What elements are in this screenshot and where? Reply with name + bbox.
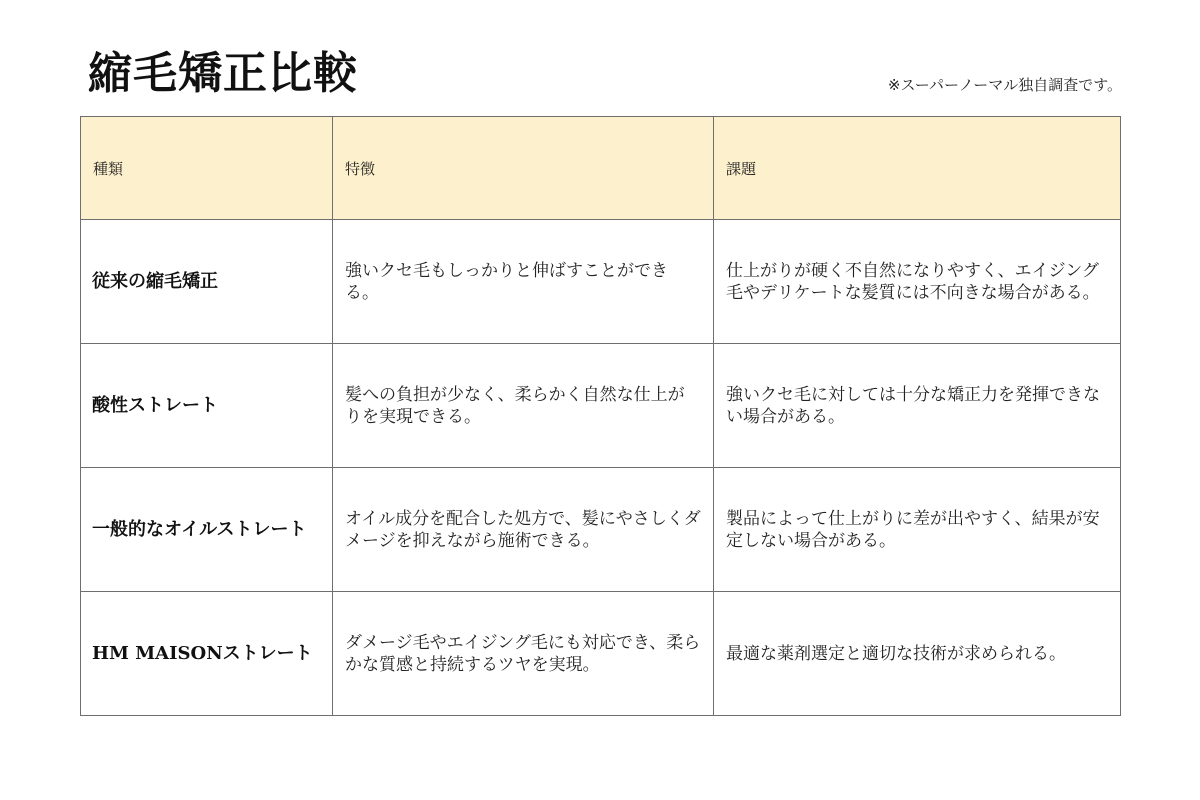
feature-cell: 髪への負担が少なく、柔らかく自然な仕上がりを実現できる。 — [333, 344, 714, 468]
type-cell: 従来の縮毛矯正 — [81, 220, 333, 344]
header-feature: 特徴 — [333, 117, 714, 220]
type-cell: 一般的なオイルストレート — [81, 468, 333, 592]
table-row — [81, 344, 1121, 468]
table-row — [81, 220, 1121, 344]
table-row — [81, 592, 1121, 716]
feature-cell: 強いクセ毛もしっかりと伸ばすことができる。 — [333, 220, 714, 344]
table-header-row — [81, 117, 1121, 220]
table-row — [81, 468, 1121, 592]
issue-cell: 製品によって仕上がりに差が出やすく、結果が安定しない場合がある。 — [714, 468, 1121, 592]
issue-cell: 最適な薬剤選定と適切な技術が求められる。 — [714, 592, 1121, 716]
page-title: 縮毛矯正比較 — [88, 48, 358, 99]
feature-cell: オイル成分を配合した処方で、髪にやさしくダメージを抑えながら施術できる。 — [333, 468, 714, 592]
comparison-table — [80, 116, 1121, 716]
issue-cell: 強いクセ毛に対しては十分な矯正力を発揮できない場合がある。 — [714, 344, 1121, 468]
header-issue: 課題 — [714, 117, 1121, 220]
type-cell: 酸性ストレート — [81, 344, 333, 468]
issue-cell: 仕上がりが硬く不自然になりやすく、エイジング毛やデリケートな髪質には不向きな場合がある。 — [714, 220, 1121, 344]
survey-note: ※スーパーノーマル独自調査です。 — [887, 76, 1122, 94]
feature-cell: ダメージ毛やエイジング毛にも対応でき、柔らかな質感と持続するツヤを実現。 — [333, 592, 714, 716]
header-type: 種類 — [81, 117, 333, 220]
type-cell: HM MAISONストレート — [81, 592, 333, 716]
